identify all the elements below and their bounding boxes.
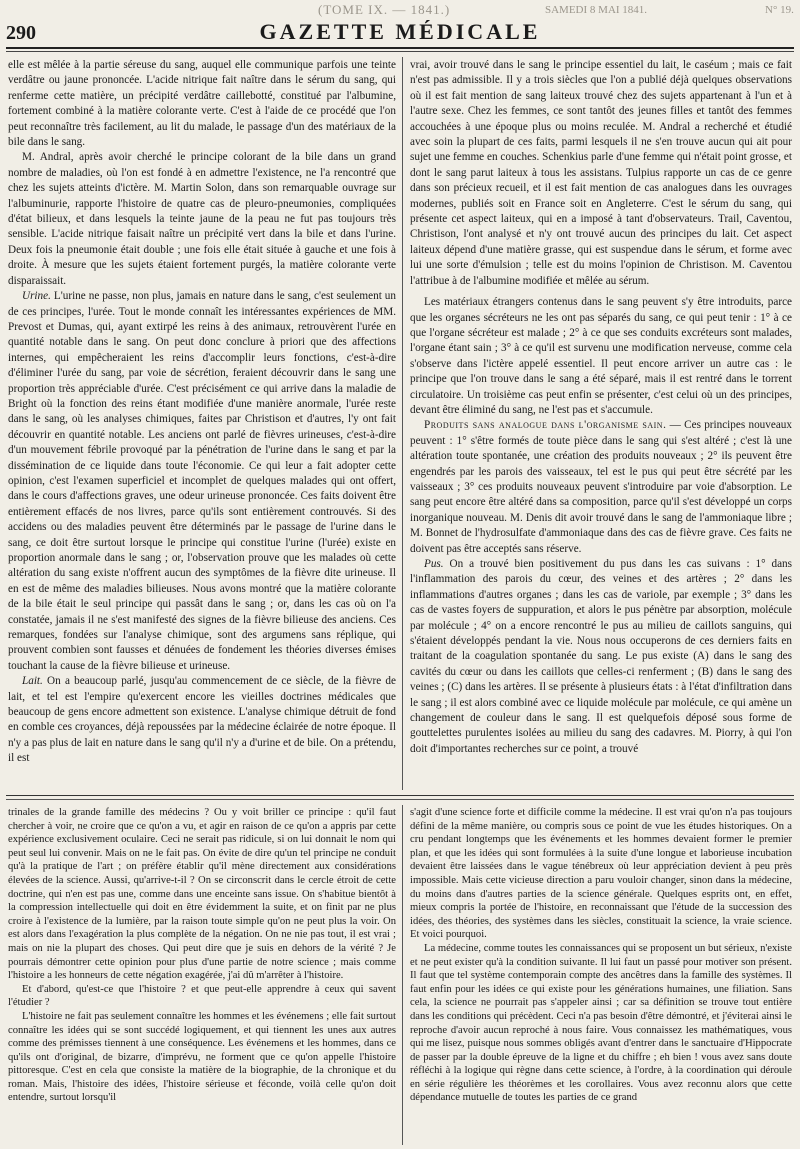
right-column — [410, 58, 792, 790]
ghost-volume: (TOME IX. — 1841.) — [318, 2, 451, 17]
produits-heading: Produits sans analogue dans l'organisme sain. — [424, 419, 667, 432]
feuilleton-paragraph-4: s'agit d'une science forte et difficile comme la médecine. Il est vrai qu'on n'a pas toujours défini de la même manière, ou compris sous ce point de vue les études historiques. On a cru pendant longtemps que les événements et les hommes devaient former le premier plan, et que les idées qui sont formulées à la suite d'une longue et laborieuse incubation devaient être laissées dans le vague ténébreux où leur appréciation devient à peu près impossible. Mais cette vicieuse direction a paru vouloir changer, sinon dans la médecine, du moins dans d'autres parties de la science générale. Quelques esprits ont, en effet, mieux compris la portée de l'histoire, en reconnaissant que l'étude de la succession des idées, des théories, des systèmes dans les siècles, constituait la science, la vraie science. Et voici pourquoi. — [410, 807, 792, 941]
paragraph-pus — [410, 557, 792, 757]
produits-text: — Ces principes nouveaux peuvent : 1° s'être formés de toute pièce dans le sang qui s'est altéré ; c'est là une altération toute spontanée, une création des produits nouveaux ; 2° ils peuvent être engendrés par les parois des vaisseaux, tel est le pus qui peut être sécrété par les vaisseaux ; 3° ces produits nouveaux peuvent s'introduire par voie d'absorption. Le sang peut encore être altéré dans sa composition, parce qu'il s'est développé un corps inorganique nouveau. M. Denis dit avoir trouvé dans le sang de l'ammoniaque libre ; M. Bonnet de l'hydrosulfate d'ammoniaque dans des cas de fièvre grave. Ces faits ne doivent pas être acceptés sans réserve. — [410, 419, 792, 555]
page-title: GAZETTE MÉDICALE — [259, 19, 541, 44]
paragraph-lait — [8, 674, 396, 766]
paragraph-urine — [8, 289, 396, 674]
urine-heading: Urine. — [22, 290, 51, 303]
feuilleton-right-column — [410, 806, 792, 1144]
page-number: 290 — [6, 22, 36, 44]
paragraph-produits — [410, 418, 792, 557]
feuilleton-paragraph-2: Et d'abord, qu'est-ce que l'histoire ? et que peut-elle apprendre à ceux qui savent l'étudier ? — [8, 983, 396, 1009]
column-divider — [402, 57, 403, 790]
bleed-through-header — [0, 4, 800, 18]
header-rule-thin — [6, 51, 794, 52]
left-column — [8, 58, 396, 790]
feuilleton-rule-thin — [6, 799, 794, 800]
urine-text: L'urine ne passe, non plus, jamais en nature dans le sang, c'est seulement un de ces principes, l'urée. Tout le monde connaît les intéressantes expériences de MM. Prevost et Dumas, qui, ayant extirpé les reins à des animaux, retrouvèrent l'urée en quantité notable dans le sang. On peut donc conclure à priori que des affections internes, qui empêcheraient les reins d'accomplir leurs fonctions, c'est-à-dire d'éliminer l'urée du sang, par voie de sécrétion, feraient découvrir dans le sang une proportion très appréciable d'urée. C'est précisément ce qui arrive dans la maladie de Bright où la fonction des reins étant modifiée d'une manière anormale, l'urée reste dans le sang, où les analyses chimiques, faites par Christison et d'autres, l'y ont fait découvrir en quantité notable. Les anciens ont parlé de fièvres urineuses, c'est-à-dire d'un mouvement fébrile provoqué par la pénétration de l'urine dans le sang et par la dissémination de ce liquide dans toute l'économie. Ce qui leur a fait adopter cette opinion, c'est l'examen superficiel et incomplet de quelques malades qui ont offert, dans le cours d'affections graves, une odeur urineuse prononcée. Ces faits doivent être entièrement effacés de nos livres, parce qu'ils sont entièrement controuvés. Si des accidens ou des maladies peuvent être déterminés par le passage de l'urine dans le sang, ce doit être surtout lorsque le principe qui constitue l'urine (l'urée) existe en proportion anormale dans le sang ; or, l'observation prouve que les malades où cette altération du sang existe n'offrent aucun des symptômes de la fièvre dite urineuse. Il en est de même des maladies bilieuses. Nous avons montré que la matière colorante de la bile était le seul principe qui passât dans le sang ; or, dans les cas où on l'a constatée, jamais il ne s'est manifesté des signes de la fièvre bilieuse des anciens. Ces remarques, fondées sur l'analyse chimique, sont des argumens sans réplique, qui prouvent combien sont fausses et dénuées de fondement les théories diverses émises touchant la cause de la fièvre bilieuse et urineuse. — [8, 290, 396, 672]
feuilleton-rule — [6, 795, 794, 796]
paragraph-bile: elle est mêlée à la partie séreuse du sang, auquel elle communique parfois une teinte verdâtre ou jaune prononcée. L'acide nitrique fait naître dans le sérum du sang, qui renferme cette matière, un précipité verdâtre caillebotté, constitué par l'albumine, fortement combiné à la matière colorante verte. C'est à l'aide de ce procédé que l'on peut reconnaître très facilement, au lit du malade, le passage d'un des matériaux de la bile dans le sang. — [8, 59, 396, 149]
paragraph-caseum: vrai, avoir trouvé dans le sang le principe essentiel du lait, le caséum ; mais ce fait n'est pas admissible. Il y a trois siècles que l'on a publié déjà quelques observations où il est fait mention de sang laiteux trouvé chez des sujets appartenant à l'un et à l'autre sexe. Chez les femmes, ce sont tantôt des jeunes filles et tantôt des femmes accouchées à une époque plus ou moins reculée. M. Andral a recherché et étudié avec soin la plupart de ces faits, parmi lesquels il ne s'en trouve aucun qui ait pour sujet une femme en couches. Schenkius parle d'une femme qui n'était point grosse, et dont le sang parut laiteux à tous les assistans. Tulpius rapporte un cas de ce genre dans son précieux recueil, et il est fait mention de cas analogues dans les ouvrages modernes, publiés soit en France soit en Angleterre. C'est le sérum du sang, qui présente cet aspect laiteux, qui en a imposé à tant d'observateurs. Trail, Caventou, Christison, l'ont analysé et n'y ont trouvé aucun des principes du lait. Cet aspect laiteux dépend d'une matière grasse, qui est suspendue dans le sérum, et forme avec lui une sorte d'émulsion ; telle est du moins l'opinion de Christison. M. Caventou l'attribue à de l'albumine modifiée et mêlée au sérum. — [410, 59, 792, 287]
pus-text: On a trouvé bien positivement du pus dans les cas suivans : 1° dans l'inflammation des parois du cœur, des veines et des artères ; 2° dans les inflammations d'autres organes ; dans les cas de variole, par exemple ; 3° dans les cas de vastes foyers de suppuration, et alors le pus pénètre par absorption, molécule par molécule ; 4° on a encore rencontré le pus au milieu de caillots sanguins, qui s'étaient développés pendant la vie. Nous nous occuperons de ces derniers faits en traitant de la coagulation spontanée du sang. Le pus existe (A) dans le sang des cavités du cœur ou dans les caillots que celles-ci renferment ; (B) dans le sang des veines ; (C) dans les artères. Il se présente à plusieurs états : à l'état d'infiltration dans le sang ; il est alors combiné avec ce liquide molécule par molécule, ce qui amène un changement de couleur dans le sang. Il est quelquefois déposé sous forme de gouttelettes purulentes isolées au milieu du sang des cadavres. M. Piorry, à qui l'on doit d'importantes recherches sur ce point, a trouvé — [410, 558, 792, 755]
ghost-date: SAMEDI 8 MAI 1841. — [545, 4, 648, 16]
lait-text: On a beaucoup parlé, jusqu'au commencement de ce siècle, de la fièvre de lait, et tel est l'empire qu'exercent encore les vieilles doctrines médicales que beaucoup de gens encore admettent son existence. L'analyse chimique détruit de fond en comble ces croyances, déjà repoussées par la médecine éclairée de notre époque. Il n'y a pas plus de lait en nature dans le sang qu'il n'y a d'urine et de bile. On a prétendu, il est — [8, 675, 396, 765]
pus-heading: Pus. — [424, 558, 444, 570]
header-rule — [6, 47, 794, 49]
paragraph-andral: M. Andral, après avoir cherché le principe colorant de la bile dans un grand nombre de maladies, où l'on est fondé à en admettre l'existence, ne l'a rencontré que chez les sujets atteints d'ictère. M. Martin Solon, dans son remarquable ouvrage sur l'albuminurie, rapporte l'histoire de quatre cas de pleuro-pneumonies, compliquées d'état bilieux, et dans lesquels la teinte jaune de la peau ne fut pas toujours très sensible. L'acide nitrique faisait naître un précipité vert dans la bile et dans l'urine. Deux fois la pneumonie était double ; une fois elle était située à gauche et une fois à droite. À mesure que les sujets étaient fortement purgés, la matière colorante verte disparaissait. — [8, 151, 396, 287]
feuilleton-paragraph-5: La médecine, comme toutes les connaissances qui se proposent un but sérieux, n'existe et ne peut exister qu'à la condition suivante. Il lui faut un passé pour motiver son présent. Il faut que tel système contemporain compte des ancêtres dans la famille des systèmes. Il faut enfin pour les idées ce qui existe pour les générations humaines, une filiation. Sans cela, la science ne pourrait pas s'appeler ainsi ; car sa définition se trouve tout entière dans les conditions qui précèdent. Ceci n'a pas besoin d'être démontré, et j'éviterai ainsi le reproche d'avoir aucun reproché à nous faire. Vous connaissez les mathématiques, vous qui me lisez, puisque nous sommes obligés avant d'entrer dans le sanctuaire d'Hippocrate de passer par la double épreuve de la ligne et du chiffre ; eh bien ! vous avez sans doute réfléchi à la logique qui règne dans cette science, à l'ordre, à la coordination qui déroule en série régulière les théorèmes et les corollaires. Vous avez reconnu alors que cette dépendance mutuelle de toutes les parties de ce grand — [410, 942, 792, 1104]
feuilleton-left-column — [8, 806, 396, 1144]
ghost-issue: N° 19. — [765, 4, 794, 16]
lait-heading: Lait. — [22, 675, 43, 688]
paragraph-materiaux: Les matériaux étrangers contenus dans le sang peuvent s'y être introduits, parce que les organes sécréteurs ne les ont pas séparés du sang, ce qui peut tenir : 1° à ce que l'organe sécréteur est malade ; 2° à ce que ses conduits excréteurs sont malades, l'organe étant sain ; 3° à ce qu'il est survenu une modification nerveuse, comme cela s'observe dans l'ictère appelé essentiel. Il peut encore arriver un autre cas : le principe que l'on trouve dans le sang a été séparé, mais il est rentré dans le torrent circulatoire. Un troisième cas peut enfin se présenter, c'est celui où un des principes, devant être éliminé du sang, ne l'est pas et s'accumule. — [410, 296, 792, 416]
feuilleton-paragraph-3: L'histoire ne fait pas seulement connaître les hommes et les événemens ; elle fait surtout connaître les idées qui se sont succédé logiquement, et qui tiennent les unes aux autres comme des prémisses tiennent à une conséquence. Les événemens et les hommes, dans ce qu'ils ont d'original, de bizarre, d'imprévu, ne forment que ce qu'on appelle l'histoire pittoresque. C'est en cela que consiste la matière de la biographie, de la chronique et du roman. Mais, l'histoire des idées, l'histoire sérieuse et féconde, voilà celle qu'on doit entendre, surtout lorsqu'il — [8, 1010, 396, 1104]
feuilleton-divider — [402, 805, 403, 1145]
feuilleton-paragraph-1: trinales de la grande famille des médecins ? Ou y voit briller ce principe : qu'il faut chercher à voir, ne croire que ce qu'on a vu, et agir en raison de ce qu'on a appris par cette expérience exclusivement oculaire. Ceci ne serait pas ridicule, si on lui donnait le nom qui peut seul lui convenir. Mais on ne le fait pas. On évite de dire qu'un tel principe ne conduit qu'à la pratique de l'art ; on préfère établir qu'il mène directement aux considérations élevées de la science. Aussi, qu'arrive-t-il ? On se circonscrit dans le cercle étroit de cette doctrine, qui n'en est pas une, comme dans une enceinte sans issue. On s'habitue bientôt à la compression intellectuelle qui doit en être évidemment la suite, et on finit par ne plus croire à l'existence de la lumière, par la raison toute simple qu'on ne peut plus la voir. On est alors dans l'exagération la plus complète de la négation. On ne nie pas tout, il est vrai ; mais on nie la plupart des choses. Qui peut dire que je suis en dehors de la vérité ? Je pourrais démontrer cette opinion pour plus d'une partie de notre science ; mais comme l'histoire a les honneurs de cette négation exagérée, j'ai dû m'arrêter à l'histoire. — [8, 807, 396, 982]
